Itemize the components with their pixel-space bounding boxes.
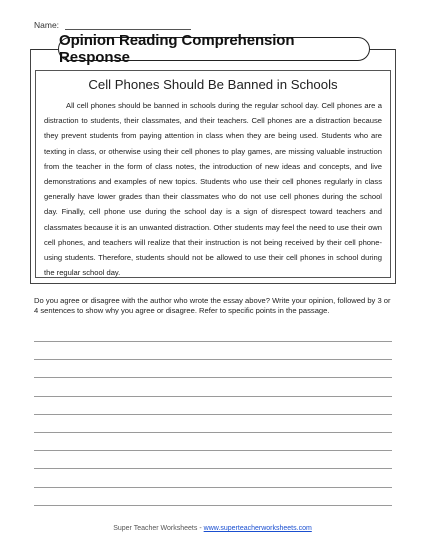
footer-link[interactable]: www.superteacherworksheets.com bbox=[203, 525, 312, 532]
response-prompt: Do you agree or disagree with the author who wrote the essay above? Write your opinion, followed by 3 or 4 sentences to show why you agree or disagree. Refer to specific points in the passage. bbox=[34, 296, 391, 316]
answer-line[interactable] bbox=[34, 359, 392, 360]
name-row bbox=[34, 20, 191, 30]
answer-line[interactable] bbox=[34, 432, 392, 433]
passage-box bbox=[35, 70, 391, 278]
answer-line[interactable] bbox=[34, 505, 392, 506]
footer-separator: - bbox=[199, 525, 202, 532]
footer-brand: Super Teacher Worksheets bbox=[113, 525, 198, 532]
answer-line[interactable] bbox=[34, 414, 392, 415]
name-field[interactable] bbox=[65, 20, 191, 30]
answer-line[interactable] bbox=[34, 468, 392, 469]
answer-line[interactable] bbox=[34, 377, 392, 378]
passage-title: Cell Phones Should Be Banned in Schools bbox=[88, 77, 338, 92]
worksheet-title: Opinion Reading Comprehension Response bbox=[58, 37, 370, 61]
answer-line[interactable] bbox=[34, 450, 392, 451]
answer-lines[interactable] bbox=[34, 341, 392, 523]
answer-line[interactable] bbox=[34, 487, 392, 488]
footer bbox=[0, 525, 425, 532]
passage-body: All cell phones should be banned in schools during the regular school day. Cell phones are a distraction to students, their classmates, and their teachers. Cell phones are a distraction because they prevent students from paying attention in class when they are being used. Students who are texting in class, or otherwise using their cell phones to play games, are missing valuable instruction from the teacher in the form of class notes, the introduction of new ideas and concepts, and live demonstrations and examples of new topics. Students who use their cell phones regularly in class generally have lower grades than their classmates who do not use cell phones during the school day. Finally, cell phone use during the school day is a sign of disrespect toward teachers and classmates because it is an unwanted distraction. Other students may feel the need to use their own cell phones, and teachers will realize that their instruction is not being received by their cell phone-using students. Therefore, students should not be allowed to use their cell phones in school during the regular school day. bbox=[44, 101, 382, 278]
answer-line[interactable] bbox=[34, 341, 392, 342]
answer-line[interactable] bbox=[34, 396, 392, 397]
name-label: Name: bbox=[34, 20, 60, 30]
